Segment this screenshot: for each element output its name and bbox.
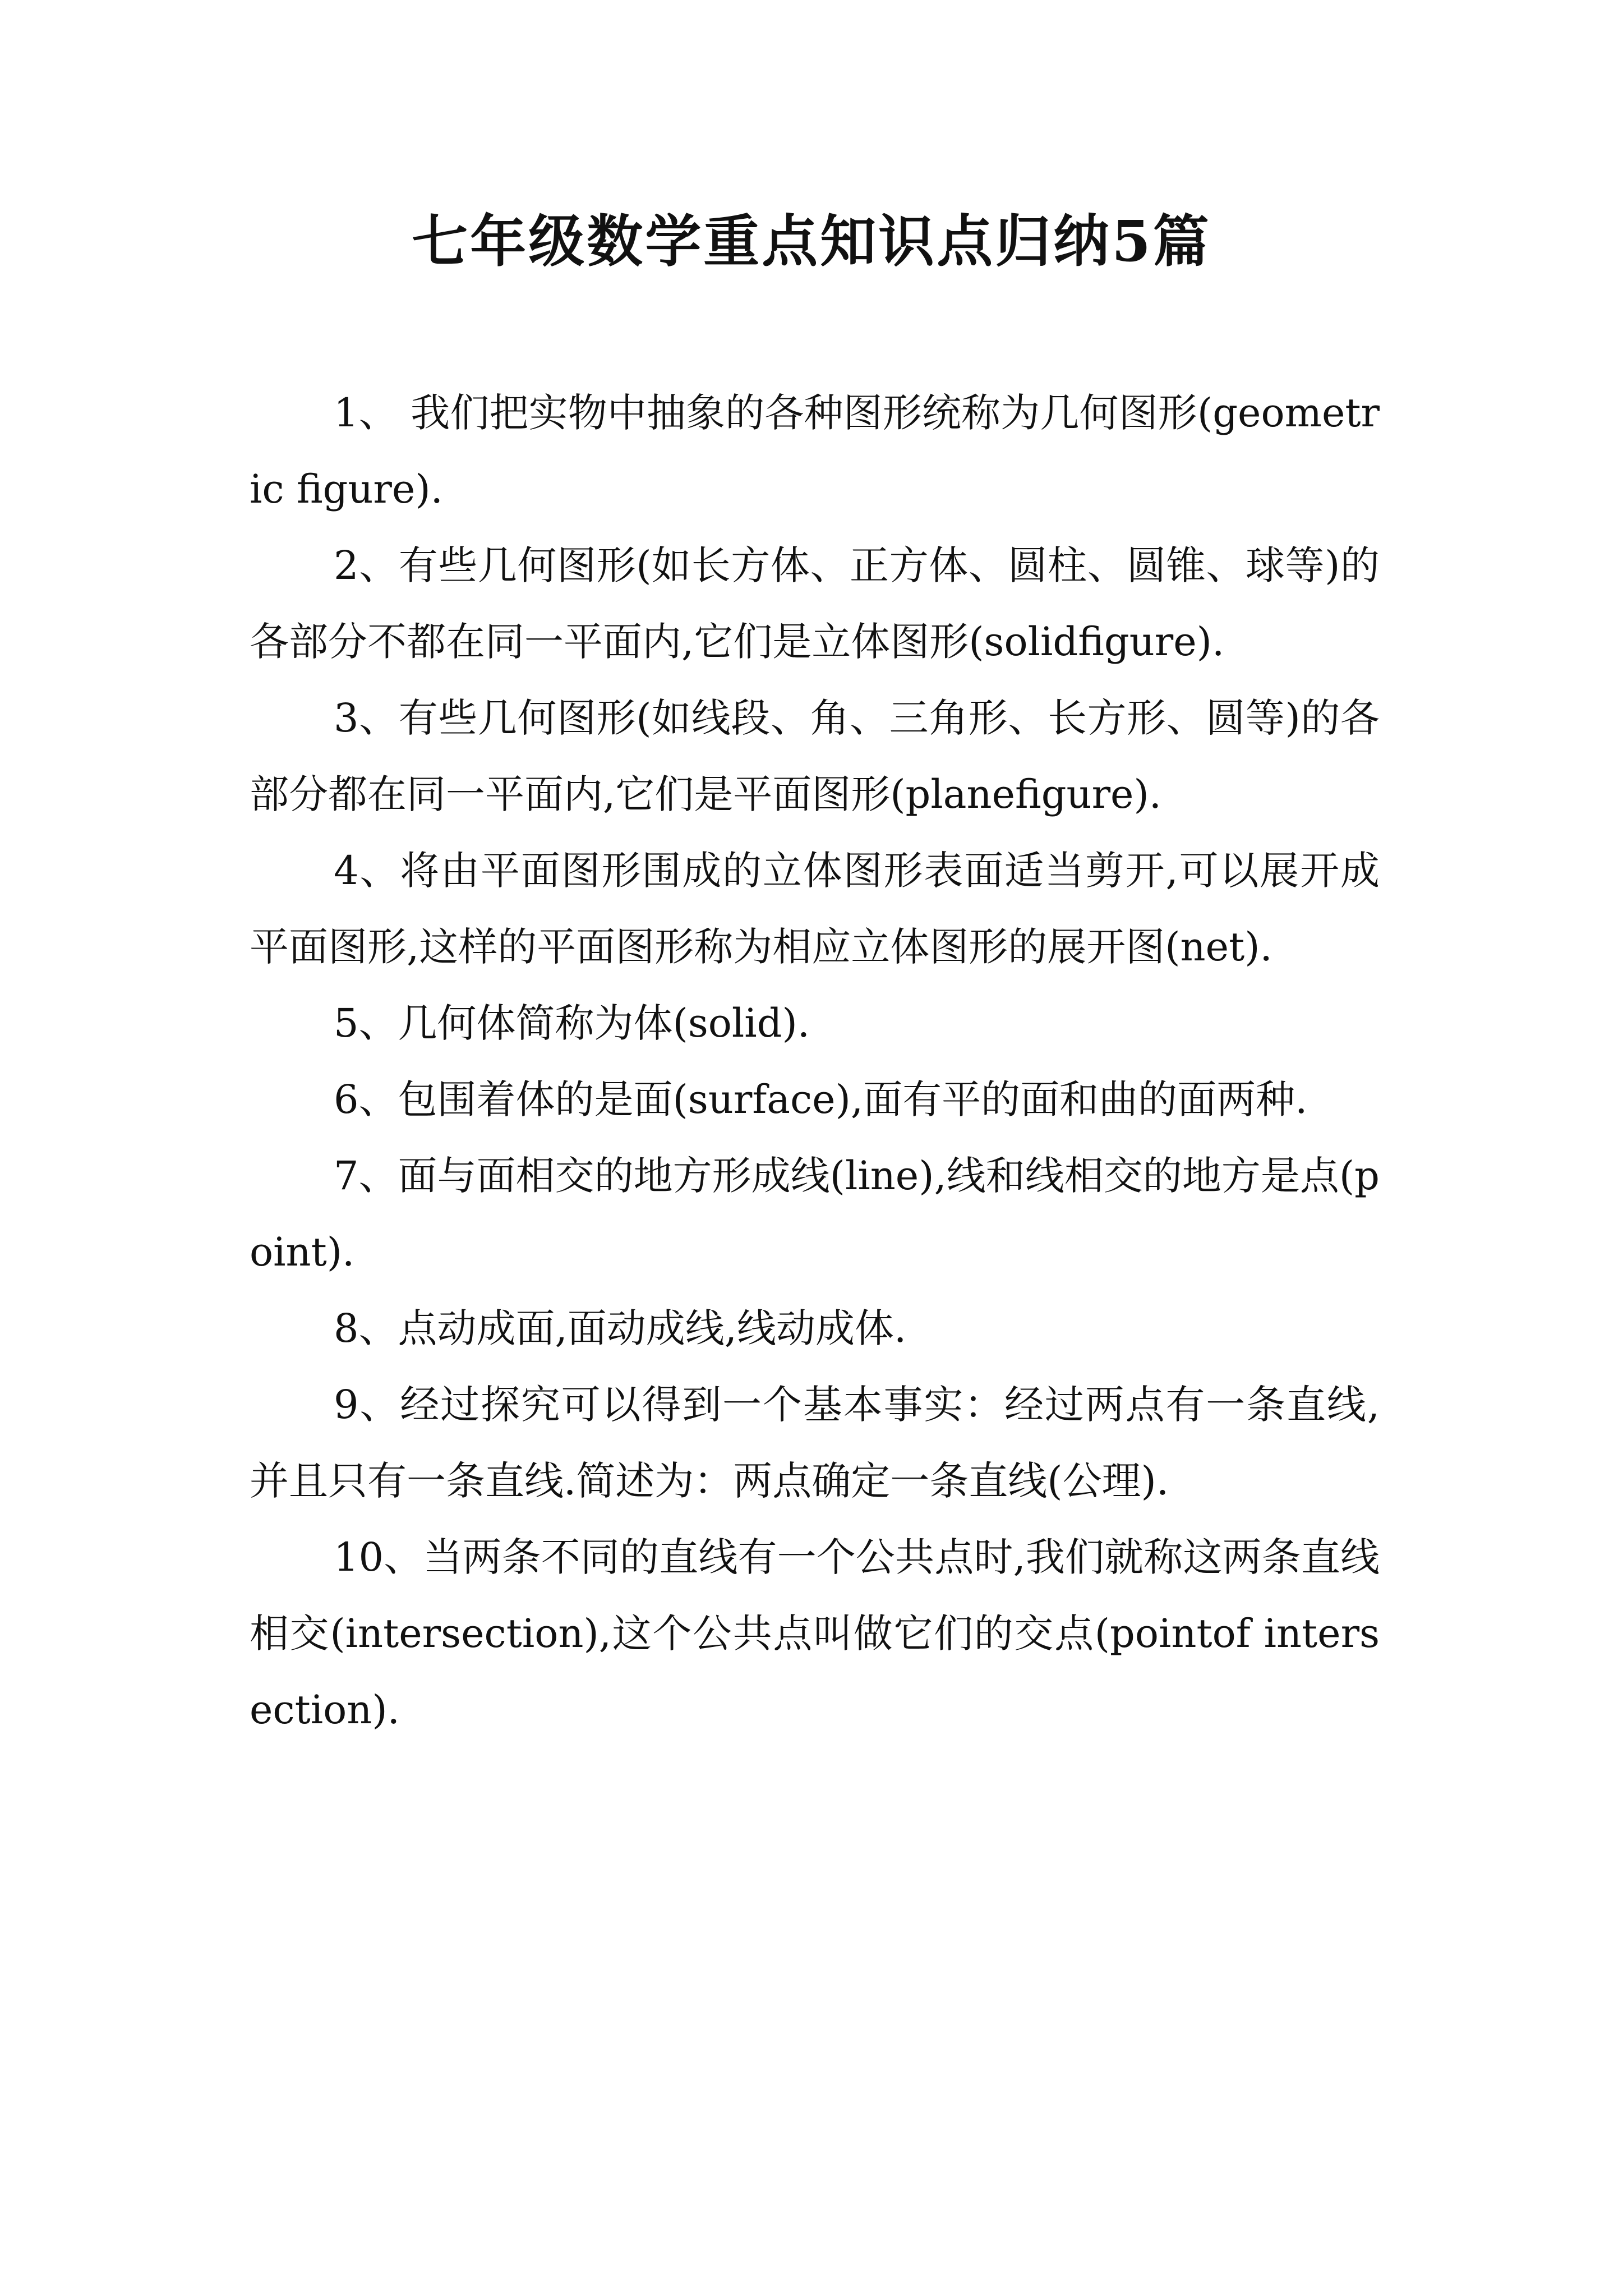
paragraph-4: 4、将由平面图形围成的立体图形表面适当剪开,可以展开成平面图形,这样的平面图形称为相应立体图形的展开图(net). <box>250 848 1380 970</box>
paragraph-6: 6、包围着体的是面(surface),面有平的面和曲的面两种. <box>334 1076 1308 1122</box>
paragraph-2: 2、有些几何图形(如长方体、正方体、圆柱、圆锥、球等)的各部分不都在同一平面内,它们是立体图形(solidfigure). <box>250 542 1380 665</box>
document-title: 七年级数学重点知识点归纳5篇 <box>412 208 1211 274</box>
paragraph-5: 5、几何体简称为体(solid). <box>334 1000 810 1046</box>
paragraph-7: 7、面与面相交的地方形成线(line),线和线相交的地方是点(point). <box>250 1153 1380 1275</box>
document-body <box>250 375 1380 1748</box>
paragraph-9: 9、经过探究可以得到一个基本事实：经过两点有一条直线,并且只有一条直线.简述为：两点确定一条直线(公理). <box>250 1382 1380 1504</box>
paragraph-8: 8、点动成面,面动成线,线动成体. <box>334 1305 907 1351</box>
paragraph-10: 10、当两条不同的直线有一个公共点时,我们就称这两条直线相交(intersection),这个公共点叫做它们的交点(pointof intersection). <box>250 1534 1380 1733</box>
paragraph-3: 3、有些几何图形(如线段、角、三角形、长方形、圆等)的各部分都在同一平面内,它们是平面图形(planefigure). <box>250 695 1380 817</box>
paragraph-1: 1、 我们把实物中抽象的各种图形统称为几何图形(geometric figure). <box>250 390 1380 512</box>
